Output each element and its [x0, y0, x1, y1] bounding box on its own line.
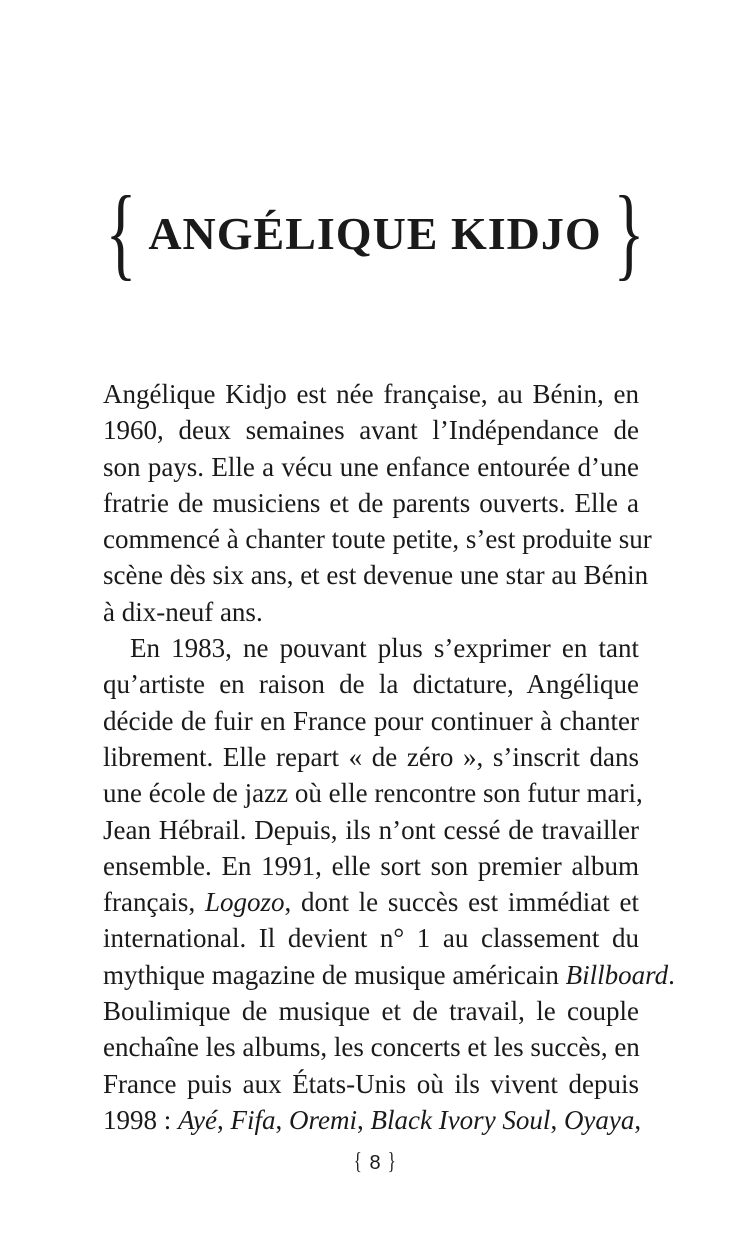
text-segment: ,	[634, 1104, 642, 1135]
text-line: international. Il devient n° 1 au classement du	[103, 923, 639, 954]
page-number-value: 8	[369, 1152, 381, 1174]
magazine-title-billboard: Billboard	[565, 959, 669, 990]
right-brace-ornament: }	[613, 175, 645, 290]
text-line: scène dès six ans, et est devenue une star au Bénin	[103, 560, 649, 591]
text-line: Boulimique de musique et de travail, le couple	[103, 996, 639, 1027]
text-segment: ,	[550, 1104, 564, 1135]
album-title-logozo: Logozo	[204, 887, 285, 918]
album-title-aye: Ayé	[178, 1104, 217, 1135]
page-number-left-brace: {	[354, 1149, 363, 1175]
text-line: France puis aux États-Unis où ils vivent depuis	[103, 1068, 639, 1099]
text-line: En 1983, ne pouvant plus s’exprimer en tant	[130, 633, 639, 664]
text-segment: ,	[217, 1104, 231, 1135]
body-text	[103, 376, 675, 1138]
chapter-title: ANGÉLIQUE KIDJO	[148, 207, 602, 259]
chapter-heading	[0, 175, 750, 290]
text-segment: ,	[275, 1104, 289, 1135]
album-title-fifa: Fifa	[230, 1104, 276, 1135]
text-line-logozo	[103, 884, 639, 920]
album-title-oyaya: Oyaya	[563, 1104, 635, 1135]
text-line-albums	[103, 1102, 642, 1138]
album-title-oremi: Oremi	[289, 1104, 357, 1135]
text-line: ensemble. En 1991, elle sort son premier album	[103, 850, 639, 881]
album-title-black-ivory-soul: Black Ivory Soul	[370, 1104, 551, 1135]
text-segment: mythique magazine de musique américain	[103, 959, 566, 990]
text-line: commencé à chanter toute petite, s’est produite sur	[103, 524, 652, 555]
text-line: décide de fuir en France pour continuer à chanter	[103, 705, 639, 736]
text-segment: ,	[357, 1104, 371, 1135]
text-line: Jean Hébrail. Depuis, ils n’ont cessé de travailler	[103, 814, 639, 845]
text-line: 1960, deux semaines avant l’Indépendance de	[103, 415, 639, 446]
paragraph-2	[103, 630, 675, 1138]
left-brace-ornament: {	[105, 175, 137, 290]
text-line: enchaîne les albums, les concerts et les succès, en	[103, 1032, 640, 1063]
text-line: qu’artiste en raison de la dictature, Angélique	[103, 669, 639, 700]
text-line: une école de jazz où elle rencontre son futur mari,	[103, 778, 643, 809]
text-line-billboard	[103, 957, 675, 993]
text-line: fratrie de musiciens et de parents ouverts. Elle a	[103, 487, 639, 518]
page-number-right-brace: }	[387, 1149, 396, 1175]
text-segment: , dont le succès est immédiat et	[284, 887, 640, 918]
text-segment: .	[668, 959, 675, 990]
page-number	[0, 1149, 750, 1176]
text-line: Angélique Kidjo est née française, au Bénin, en	[103, 379, 639, 409]
paragraph-1	[103, 376, 652, 630]
text-line: son pays. Elle a vécu une enfance entourée d’une	[103, 451, 639, 482]
text-segment: français,	[103, 887, 205, 918]
text-segment: 1998 :	[103, 1104, 179, 1135]
text-line: librement. Elle repart « de zéro », s’inscrit dans	[103, 741, 639, 772]
text-line: à dix-neuf ans.	[103, 596, 263, 627]
